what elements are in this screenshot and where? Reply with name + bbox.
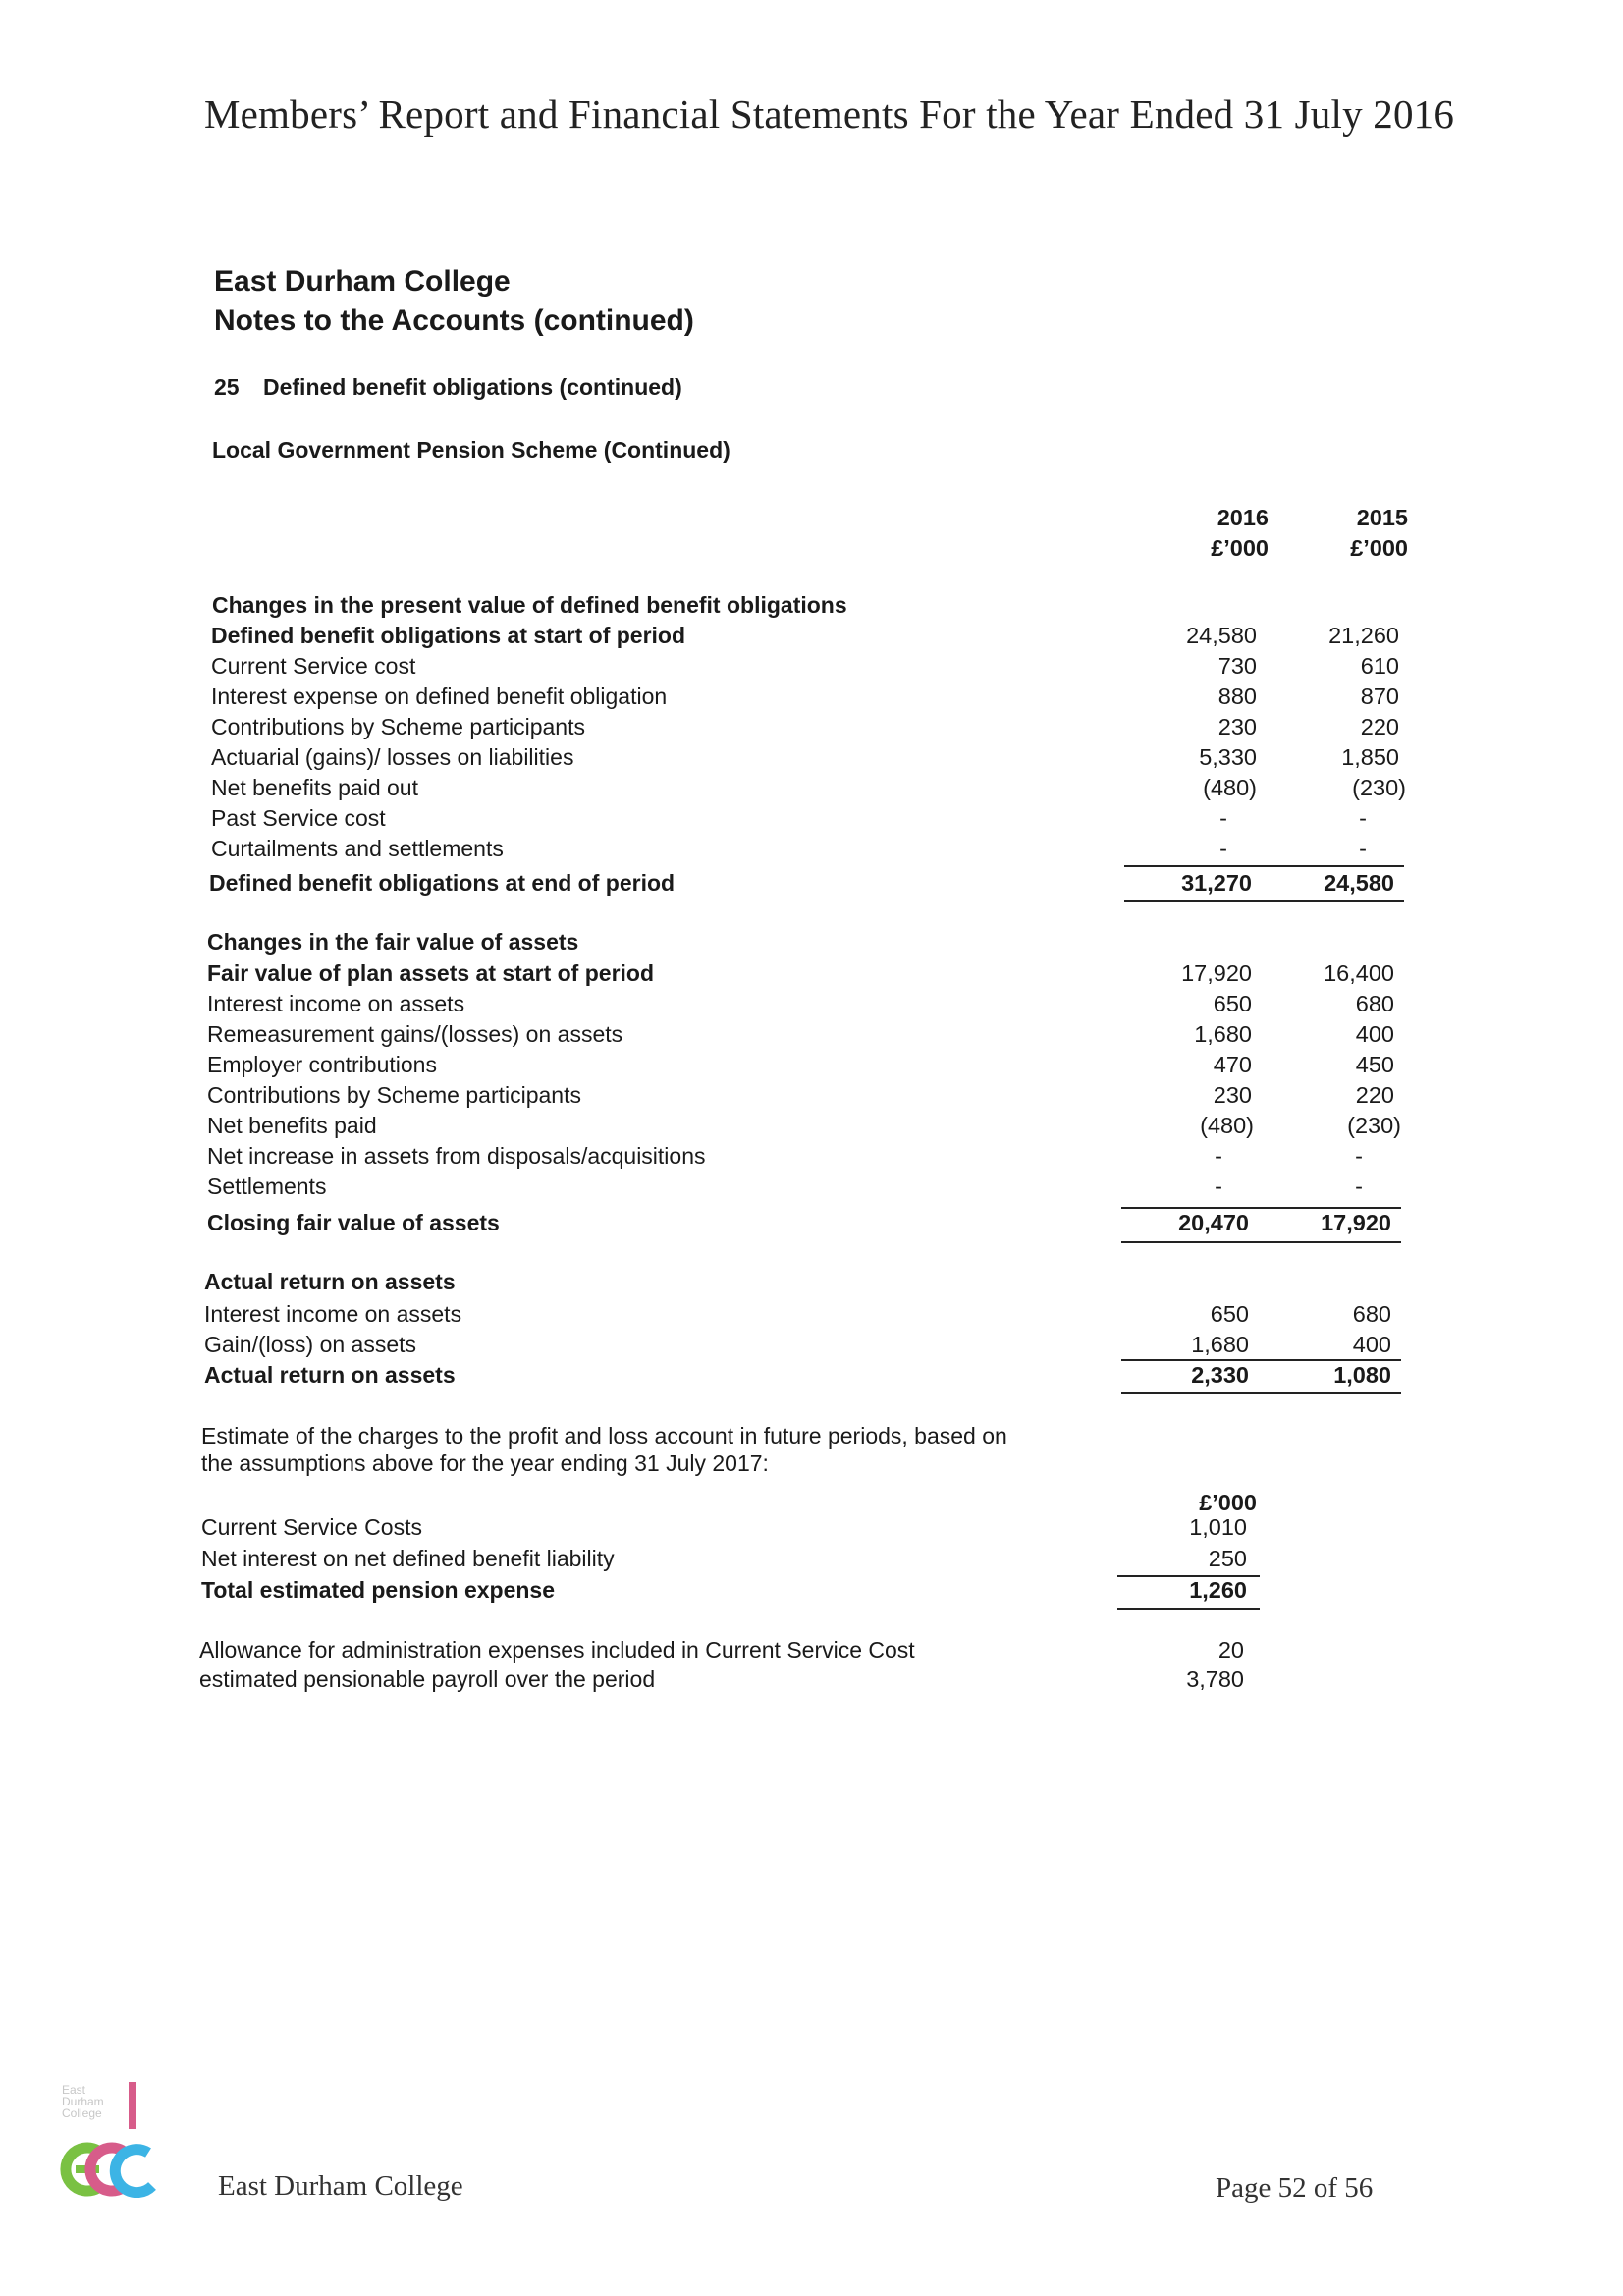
college-logo: East Durham College [54,2080,187,2198]
table-row: estimated pensionable payroll over the period 3,780 [199,1667,1244,1692]
table-row: Contributions by Scheme participants 230 220 [211,714,1399,739]
rule [1121,1359,1401,1361]
table-row: Fair value of plan assets at start of period 17,920 16,400 [207,960,1394,986]
table-row: Contributions by Scheme participants 230 220 [207,1082,1394,1108]
table-row: Interest income on assets 650 680 [204,1301,1391,1327]
rule [1121,1392,1401,1394]
assets-heading: Changes in the fair value of assets [207,929,579,955]
table-row: Net increase in assets from disposals/acquisitions - - [207,1143,1363,1169]
table-row: Actuarial (gains)/ losses on liabilities 5,330 1,850 [211,744,1399,770]
footer-org: East Durham College [218,2170,463,2202]
table-row: Current Service cost 730 610 [211,653,1399,679]
note-number: 25 [214,374,240,400]
scheme-title: Local Government Pension Scheme (Continued) [212,437,730,463]
table-row: Net benefits paid out (480) (230) [211,775,1406,800]
org-name: East Durham College [214,265,511,298]
table-row: Net interest on net defined benefit liability 250 [201,1546,1247,1571]
table-row: Closing fair value of assets 20,470 17,920 [207,1210,1391,1235]
estimate-unit: £’000 [1199,1490,1257,1515]
col-2016-unit: £’000 [1211,535,1269,561]
table-row: Allowance for administration expenses included in Current Service Cost 20 [199,1637,1244,1663]
table-row: Defined benefit obligations at end of period 31,270 24,580 [209,870,1394,896]
rule [1124,900,1404,902]
table-row: Actual return on assets 2,330 1,080 [204,1362,1391,1388]
table-row: Interest expense on defined benefit obligation 880 870 [211,683,1399,709]
returns-heading: Actual return on assets [204,1269,456,1294]
rule [1124,865,1404,867]
table-row: Past Service cost - - [211,805,1367,831]
table-row: Total estimated pension expense 1,260 [201,1577,1247,1603]
note-title: Defined benefit obligations (continued) [263,374,682,400]
table-row: Interest income on assets 650 680 [207,991,1394,1016]
page-title: Members’ Report and Financial Statements For the Year Ended 31 July 2016 [204,91,1455,137]
col-2016-year: 2016 [1217,505,1269,530]
rule [1121,1241,1401,1243]
table-row: Employer contributions 470 450 [207,1052,1394,1077]
section-subtitle: Notes to the Accounts (continued) [214,304,694,337]
table-row: Gain/(loss) on assets 1,680 400 [204,1332,1391,1357]
estimate-text: Estimate of the charges to the profit and loss account in future periods, based on the assumptions above for the year ending 31 July 2017: [201,1423,1007,1476]
table-row: Settlements - - [207,1174,1363,1199]
table-row: Curtailments and settlements - - [211,836,1367,861]
obligations-heading: Changes in the present value of defined benefit obligations [212,592,847,618]
logo-mark-icon [54,2080,187,2198]
page-number: Page 52 of 56 [1216,2172,1374,2204]
table-row: Current Service Costs 1,010 [201,1514,1247,1540]
rule [1121,1207,1401,1209]
rule [1117,1608,1260,1610]
col-2015-year: 2015 [1356,505,1408,530]
col-2015-unit: £’000 [1350,535,1408,561]
table-row: Defined benefit obligations at start of period 24,580 21,260 [211,623,1399,648]
table-row: Net benefits paid (480) (230) [207,1113,1401,1138]
table-row: Remeasurement gains/(losses) on assets 1,680 400 [207,1021,1394,1047]
